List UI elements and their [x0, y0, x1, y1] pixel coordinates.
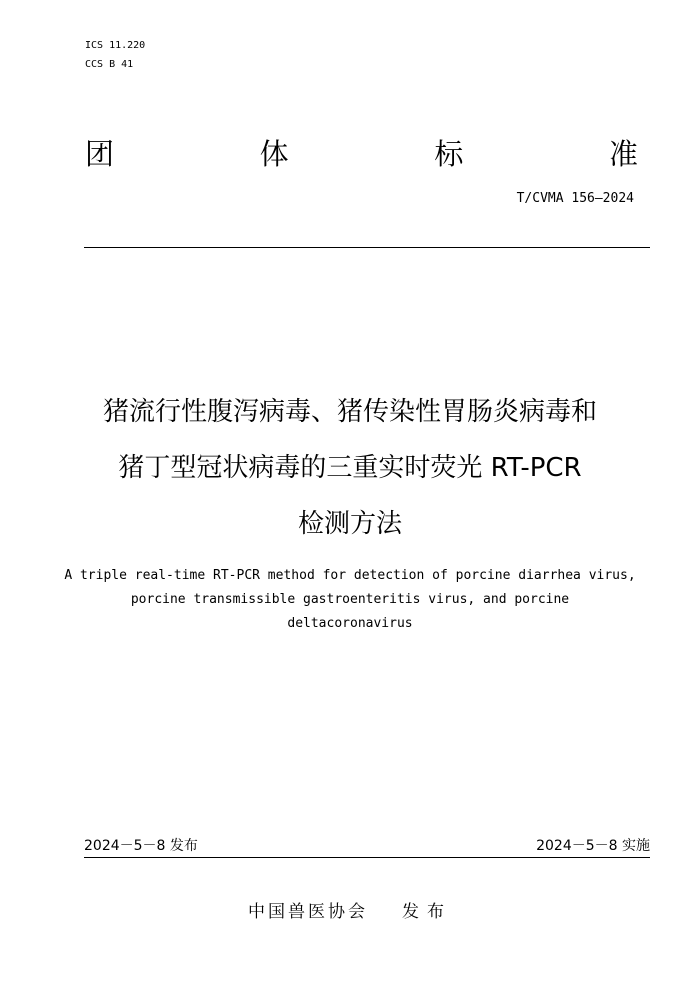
classification-codes	[85, 36, 145, 74]
english-title-line: deltacoronavirus	[287, 616, 413, 631]
ccs-code: CCS B 41	[85, 59, 134, 70]
standard-number: T/CVMA 156—2024	[516, 191, 634, 206]
header-divider	[84, 247, 650, 248]
issuing-organization: 中国兽医协会	[248, 902, 368, 922]
issuer-line	[0, 900, 700, 924]
chinese-title-line: 猪丁型冠状病毒的三重实时荧光 RT-PCR	[118, 453, 582, 483]
implementation-date: 2024－5－8 实施	[536, 838, 650, 854]
english-title-line: porcine transmissible gastroenteritis virus, and porcine	[130, 592, 570, 607]
english-title	[30, 564, 670, 636]
standard-type-char: 团	[85, 137, 115, 171]
issue-date: 2024－5－8 发布	[84, 838, 198, 854]
chinese-title-line: 猪流行性腹泻病毒、猪传染性胃肠炎病毒和	[102, 397, 597, 427]
date-row	[84, 836, 650, 858]
english-title-line: A triple real-time RT-PCR method for detection of porcine diarrhea virus,	[64, 568, 636, 583]
footer-divider	[84, 857, 650, 858]
issue-action: 发布	[402, 902, 452, 922]
chinese-title	[40, 384, 660, 552]
ics-code: ICS 11.220	[85, 40, 146, 51]
standard-type-char: 准	[608, 137, 638, 171]
standard-type-char: 标	[434, 137, 464, 171]
standard-type-char: 体	[259, 137, 289, 171]
standard-type-heading	[85, 134, 638, 174]
chinese-title-line: 检测方法	[297, 509, 402, 539]
